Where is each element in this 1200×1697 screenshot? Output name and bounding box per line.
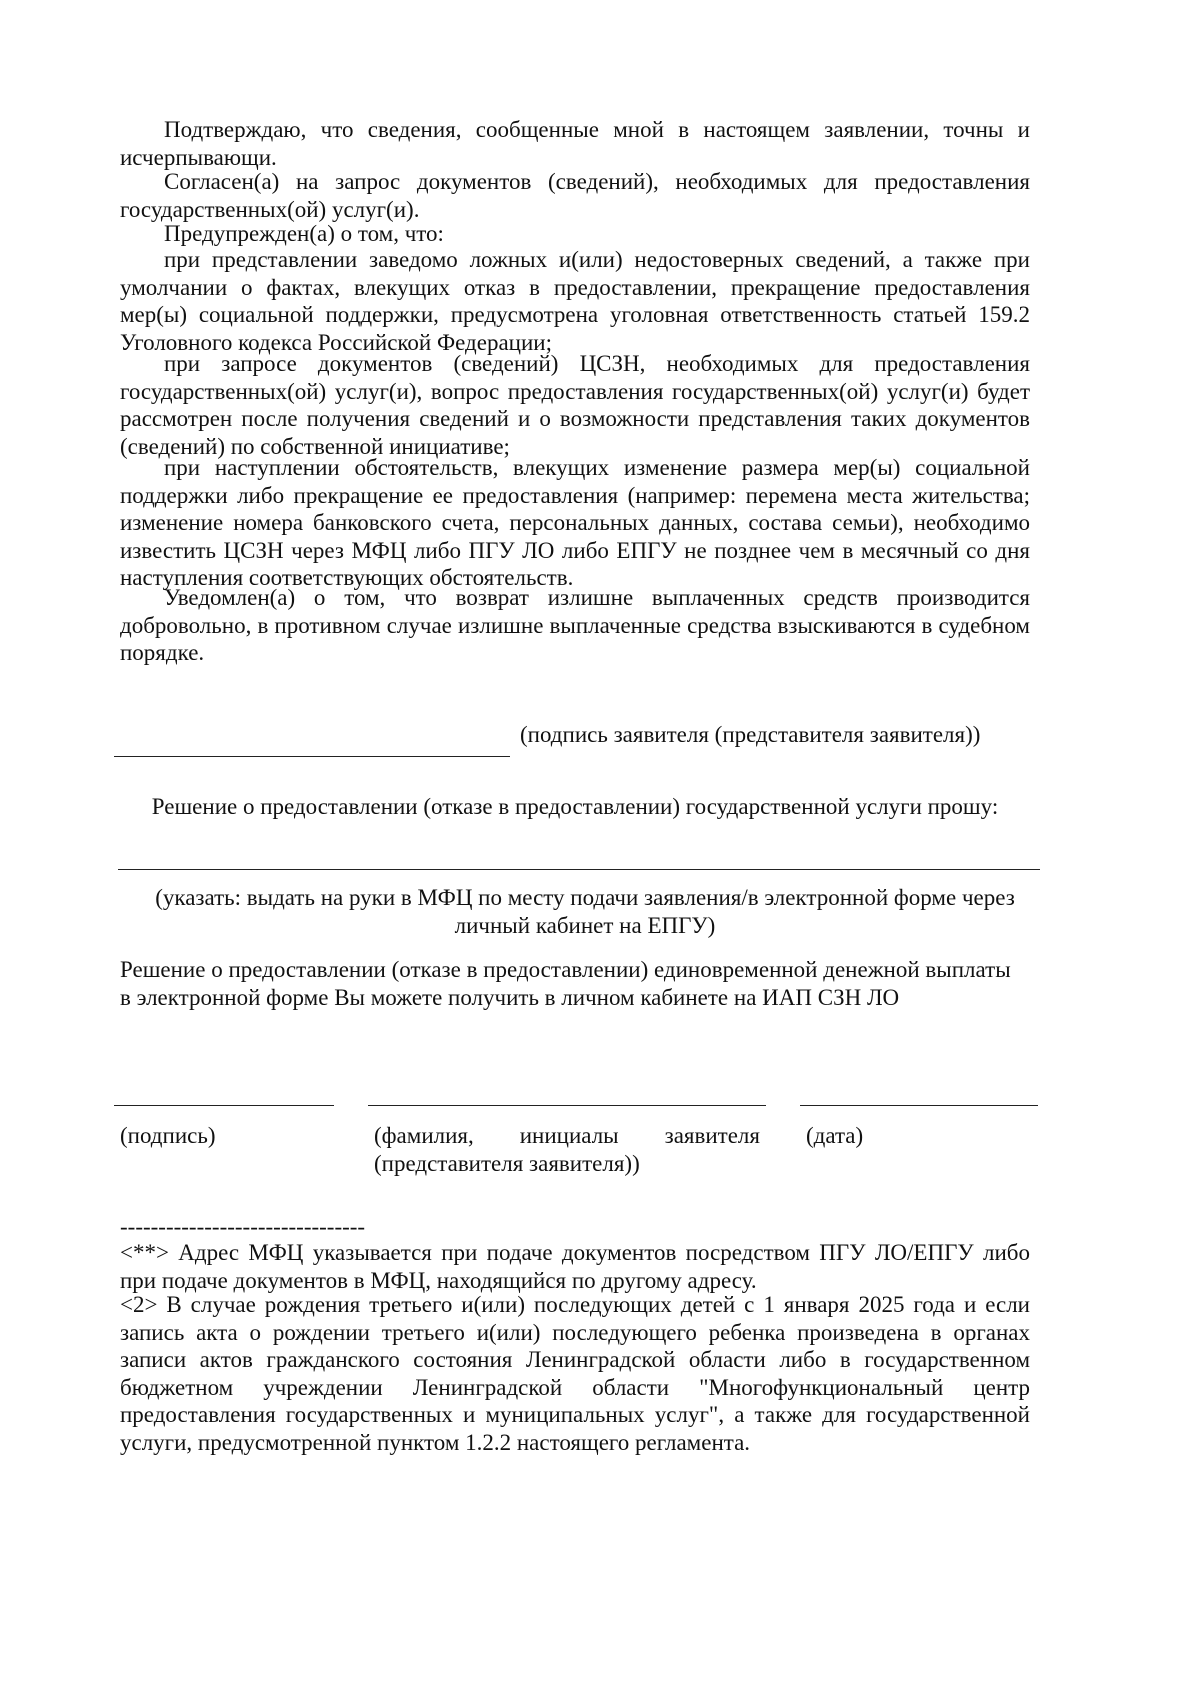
name-caption: (фамилия, инициалы заявителя (представителя заявителя)) (374, 1123, 760, 1176)
footnote-third-child: <2> В случае рождения третьего и(или) последующих детей с 1 января 2025 года и если запись акта о рождении третьего и(или) последующего ребенка произведена в органах записи актов гражданского состояния Ленинградской области либо в государственном бюджетном учреждении Ленинградской области "Многофункциональный центр предоставления государственных и муниципальных услуг", а также для государственной услуги, предусмотренной пунктом 1.2.2 настоящего регламента. (120, 1292, 1030, 1455)
signature-caption: (подпись) (120, 1123, 216, 1148)
footnote-separator: -------------------------------- (120, 1214, 366, 1239)
name-line (368, 1105, 766, 1106)
date-line (800, 1105, 1038, 1106)
paragraph-confirmation: Подтверждаю, что сведения, сообщенные мной в настоящем заявлении, точны и исчерпывающи. (120, 117, 1030, 170)
paragraph-warning-changes: при наступлении обстоятельств, влекущих изменение размера мер(ы) социальной поддержки либо прекращение ее предоставления (например: перемена места жительства; изменение номера банковского счета, персональных данных, состава семьи), необходимо известить ЦСЗН через МФЦ либо ПГУ ЛО либо ЕПГУ не позднее чем в месячный со дня наступления соответствующих обстоятельств. (120, 455, 1030, 590)
paragraph-consent: Согласен(а) на запрос документов (сведений), необходимых для предоставления государственных(ой) услуг(и). (120, 169, 1030, 222)
applicant-signature-caption: (подпись заявителя (представителя заявителя)) (520, 722, 981, 747)
paragraph-warning-intro: Предупрежден(а) о том, что: (164, 221, 444, 246)
footnote-mfc-address: <**> Адрес МФЦ указывается при подаче документов посредством ПГУ ЛО/ЕПГУ либо при подаче документов в МФЦ, находящийся по другому адресу. (120, 1240, 1030, 1293)
paragraph-notification: Уведомлен(а) о том, что возврат излишне выплаченных средств производится добровольно, в противном случае излишне выплаченные средства взыскиваются в судебном порядке. (120, 585, 1030, 665)
decision-info: Решение о предоставлении (отказе в предоставлении) единовременной денежной выплаты в электронной форме Вы можете получить в личном кабинете на ИАП СЗН ЛО (120, 957, 1011, 1010)
paragraph-warning-request: при запросе документов (сведений) ЦСЗН, необходимых для предоставления государственных(ой) услуг(и), вопрос предоставления государственных(ой) услуг(и) будет рассмотрен после получения сведений и о возможности представления таких документов (сведений) по собственной инициативе; (120, 351, 1030, 459)
applicant-signature-line (114, 756, 510, 757)
date-caption: (дата) (806, 1123, 864, 1148)
decision-request-label: Решение о предоставлении (отказе в предоставлении) государственной услуги прошу: (151, 794, 999, 819)
decision-hint: (указать: выдать на руки в МФЦ по месту подачи заявления/в электронной форме через личный кабинет на ЕПГУ) (155, 885, 1015, 938)
signature-line (114, 1105, 334, 1106)
paragraph-warning-false-info: при представлении заведомо ложных и(или) недостоверных сведений, а также при умолчании о фактах, влекущих отказ в предоставлении, прекращение предоставления мер(ы) социальной поддержки, предусмотрена уголовная ответственность статьей 159.2 Уголовного кодекса Российской Федерации; (120, 247, 1030, 355)
decision-answer-line (118, 869, 1040, 870)
